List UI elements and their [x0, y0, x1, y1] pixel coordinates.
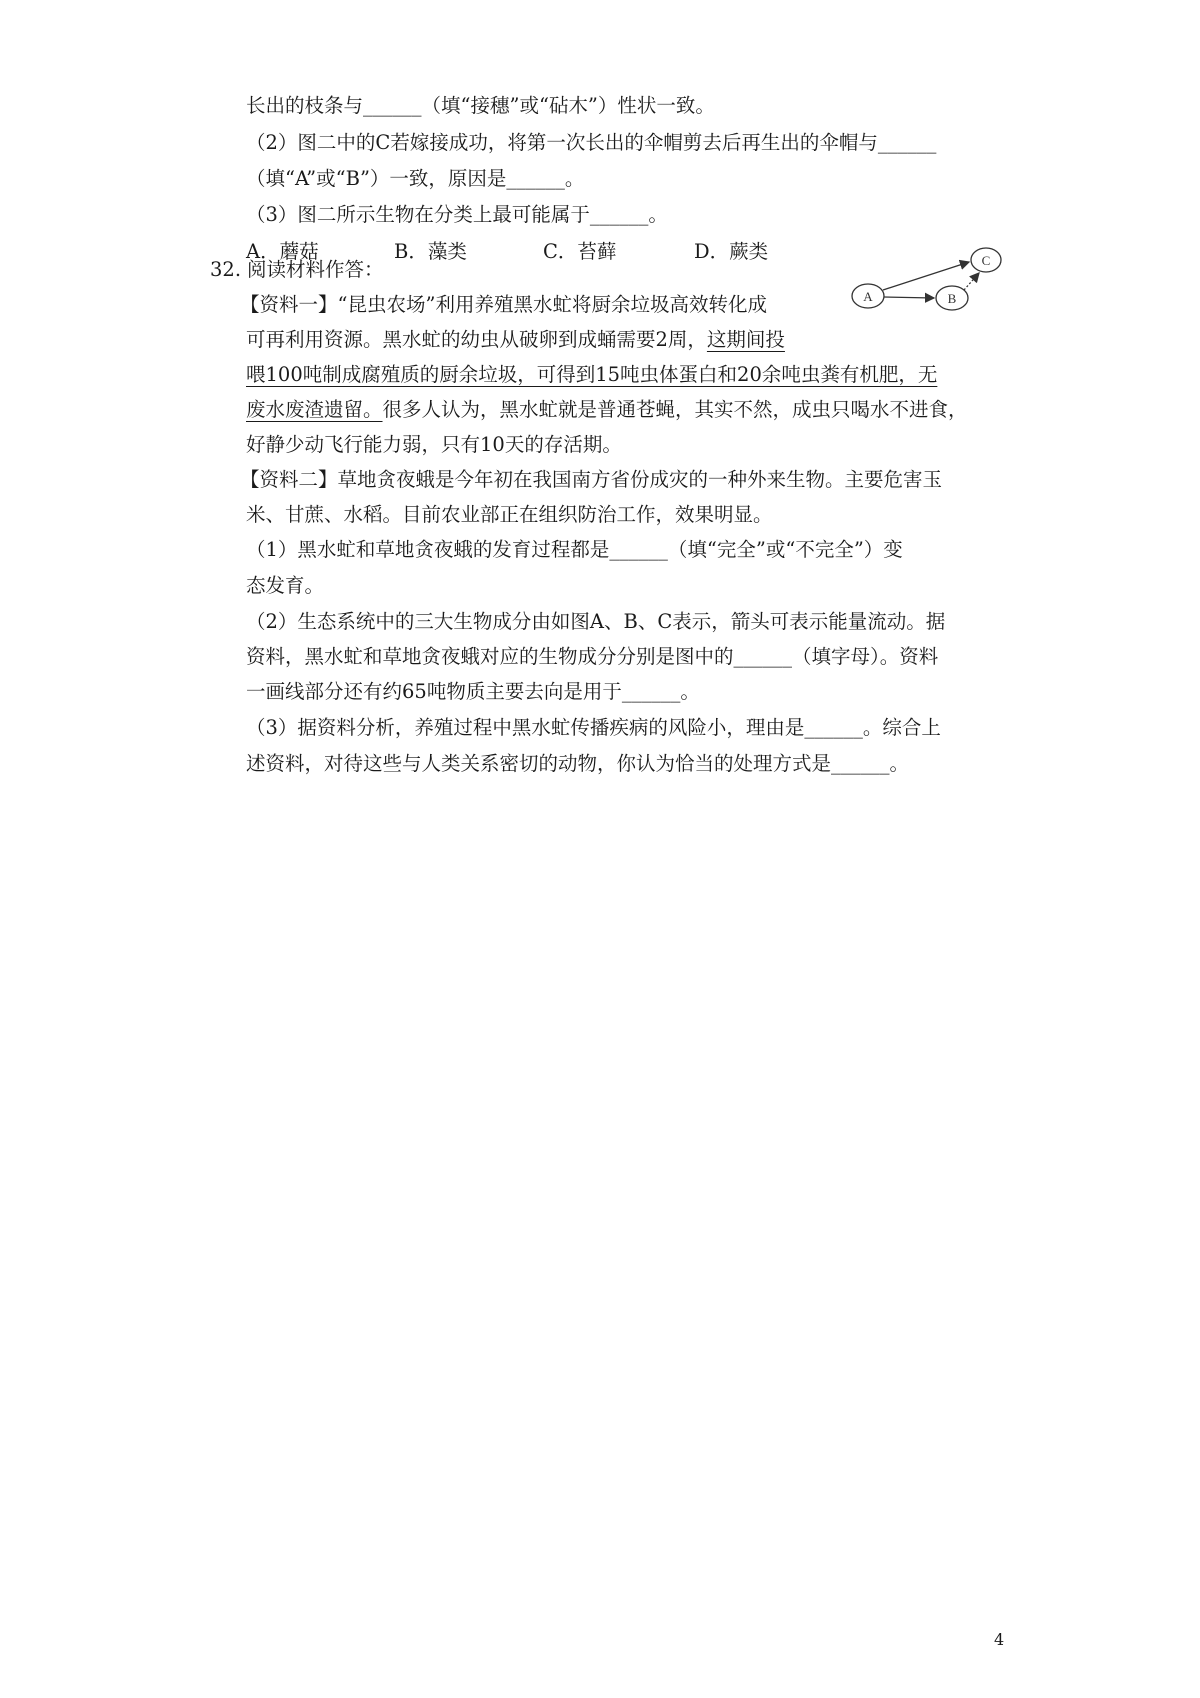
option-b: B．藻类 — [394, 240, 467, 263]
material-2-line2: 米、甘蔗、水稻。目前农业部正在组织防治工作，效果明显。 — [246, 503, 773, 526]
sub-question-2-line2: 资料，黑水虻和草地贪夜蛾对应的生物成分分别是图中的______（填字母）。资料 — [246, 645, 939, 668]
material-1-line3-underlined: 喂100吨制成腐殖质的厨余垃圾，可得到15吨虫体蛋白和20余吨虫粪有机肥，无 — [246, 363, 938, 386]
question-32-stem: 阅读材料作答： — [247, 258, 384, 281]
material-1-line2-plain: 可再利用资源。黑水虻的幼虫从破卵到成蛹需要2周， — [246, 328, 707, 351]
sub-question-2-line1: （2）生态系统中的三大生物成分由如图A、B、C表示，箭头可表示能量流动。据 — [246, 610, 946, 633]
material-1-line4-plain: 很多人认为，黑水虻就是普通苍蝇，其实不然，成虫只喝水不进食， — [382, 398, 968, 421]
arrow-a-to-b — [884, 297, 934, 298]
question-31-part2-line1: （2）图二中的C若嫁接成功，将第一次长出的伞帽剪去后再生出的伞帽与______ — [246, 131, 937, 154]
option-d: D．蕨类 — [694, 240, 769, 263]
material-1-line1: 【资料一】“昆虫农场”利用养殖黑水虻将厨余垃圾高效转化成 — [240, 293, 767, 316]
sub-question-2-line3: 一画线部分还有约65吨物质主要去向是用于______。 — [246, 680, 700, 703]
material-1-underlined-end: 废水废渣遗留。 — [246, 398, 383, 421]
material-1-line5: 好静少动飞行能力弱，只有10天的存活期。 — [246, 433, 622, 456]
material-1-line4 — [246, 396, 968, 424]
sub-question-3-line1: （3）据资料分析，养殖过程中黑水虻传播疾病的风险小，理由是______。综合上 — [246, 716, 941, 739]
ecosystem-diagram — [848, 244, 1008, 316]
sub-question-1-line2: 态发育。 — [246, 574, 325, 597]
material-1-line2 — [246, 326, 785, 354]
arrow-b-to-c — [964, 273, 979, 290]
sub-question-1-line1: （1）黑水虻和草地贪夜蛾的发育过程都是______（填“完全”或“不完全”）变 — [246, 538, 903, 561]
page-number: 4 — [994, 1630, 1005, 1649]
node-c-label: C — [981, 253, 991, 268]
question-32-number: 32. — [210, 258, 242, 281]
node-b-label: B — [947, 291, 957, 306]
question-31-part2-line2: （填“A”或“B”）一致，原因是______。 — [246, 167, 585, 190]
material-2-line1: 【资料二】草地贪夜蛾是今年初在我国南方省份成灾的一种外来生物。主要危害玉 — [240, 468, 943, 491]
option-c: C．苔藓 — [543, 240, 617, 263]
question-31-part3: （3）图二所示生物在分类上最可能属于______。 — [246, 203, 668, 226]
option-a: A．蘑菇 — [246, 240, 319, 263]
previous-question-continued-line: 长出的枝条与______（填“接穗”或“砧木”）性状一致。 — [246, 94, 715, 117]
material-1-underlined-start: 这期间投 — [706, 328, 785, 351]
node-a-label: A — [863, 289, 873, 304]
sub-question-3-line2: 述资料，对待这些与人类关系密切的动物，你认为恰当的处理方式是______。 — [246, 752, 910, 775]
